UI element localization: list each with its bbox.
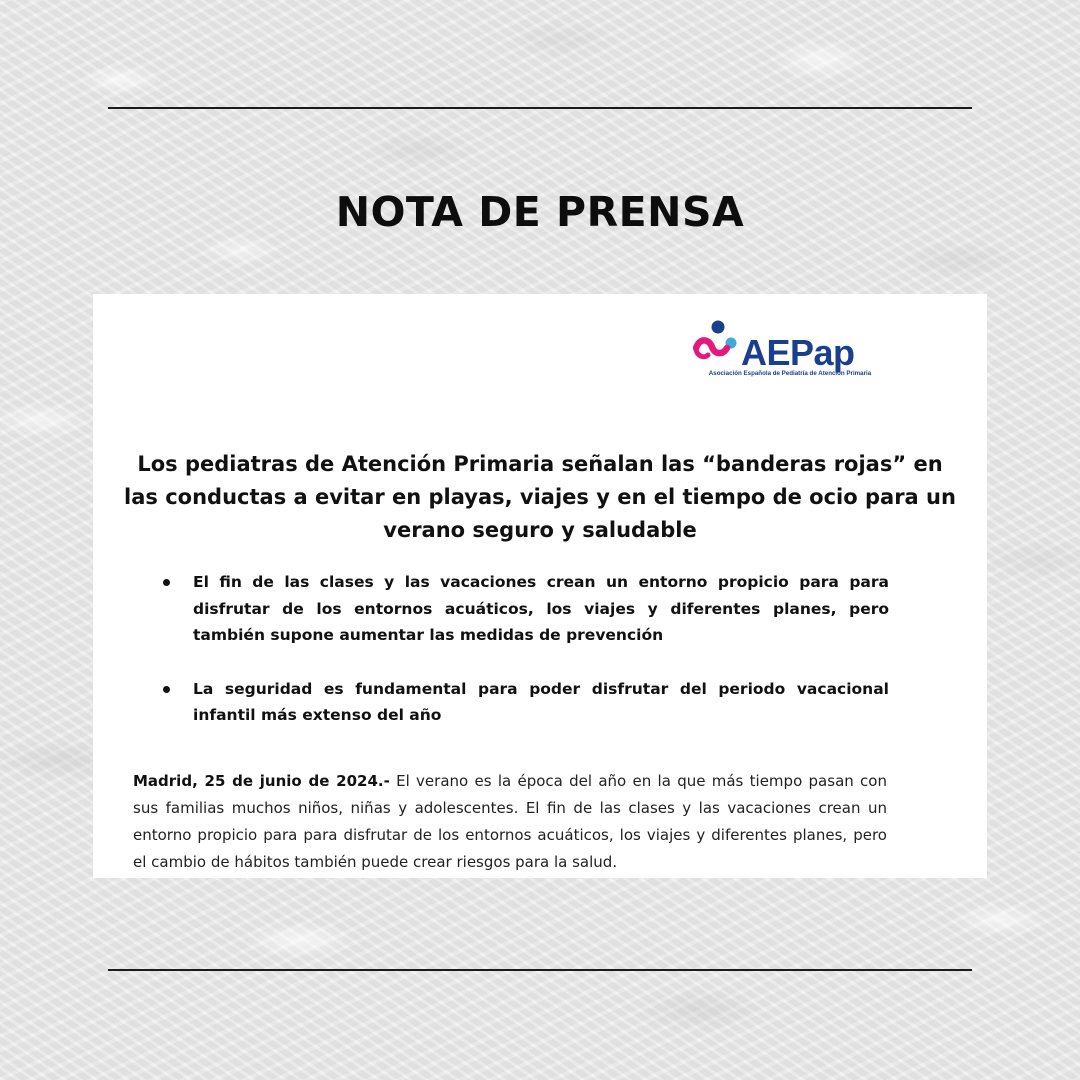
key-point xyxy=(155,569,889,649)
body-text: El verano es la época del año en la que más tiempo pasan con sus familias muchos niños, niñas y adolescentes. El fin de las clases y las vacaciones crean un entorno propicio para para disfrutar de los entornos acuáticos, los viajes y diferentes planes, pero el cambio de hábitos también puede crear riesgos para la salud. xyxy=(133,772,887,871)
bullet-dot-icon xyxy=(163,579,170,586)
logo-wordmark: AEPap xyxy=(741,332,855,373)
top-divider xyxy=(108,107,972,109)
bottom-divider xyxy=(108,969,972,971)
key-point-text: La seguridad es fundamental para poder disfrutar del periodo vacacional infantil más extenso del año xyxy=(193,679,889,724)
aepap-logo xyxy=(693,318,883,380)
page-heading: NOTA DE PRENSA xyxy=(335,188,745,236)
key-point xyxy=(155,676,889,729)
dateline: Madrid, 25 de junio de 2024.- xyxy=(133,772,390,790)
key-points-list xyxy=(155,569,889,756)
key-point-text: El fin de las clases y las vacaciones crean un entorno propicio para para disfrutar de los entornos acuáticos, los viajes y diferentes planes, pero también supone aumentar las medidas de prevención xyxy=(193,573,889,644)
bullet-dot-icon xyxy=(163,686,170,693)
body-paragraph xyxy=(133,768,887,876)
press-release-document xyxy=(93,294,987,878)
press-release-headline: Los pediatras de Atención Primaria señalan las “banderas rojas” en las conductas a evitar en playas, viajes y en el tiempo de ocio para un verano seguro y saludable xyxy=(124,452,956,542)
logo-tagline: Asociación Española de Pediatría de Atención Primaria xyxy=(708,370,872,377)
